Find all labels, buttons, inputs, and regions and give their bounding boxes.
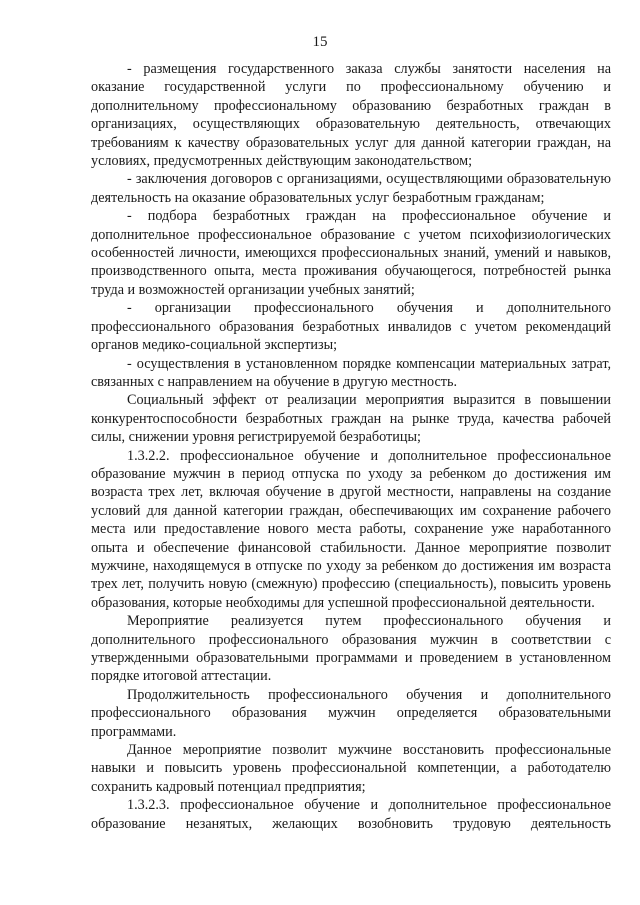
body-text xyxy=(91,60,611,833)
paragraph: Данное мероприятие позволит мужчине восстановить профессиональные навыки и повысить уровень профессиональной компетенции, а работодателю сохранить кадровый потенциал предприятия; xyxy=(91,742,611,795)
paragraph: - размещения государственного заказа службы занятости населения на оказание государственной услуги по профессиональному обучению и дополнительному профессиональному образованию безработных граждан в организациях, осуществляющих образовательную деятельность, отвечающих требованиям к качеству образовательных услуг для данной категории граждан, на условиях, предусмотренных действующим законодательством; xyxy=(91,61,611,170)
paragraph: Продолжительность профессионального обучения и дополнительного профессионального образования мужчин определяется образовательными программами. xyxy=(91,686,611,740)
paragraph: - организации профессионального обучения и дополнительного профессионального образования безработных инвалидов с учетом рекомендаций органов медико-социальной экспертизы; xyxy=(91,300,611,354)
paragraph: 1.3.2.2. профессиональное обучение и дополнительное профессиональное образование мужчин в период отпуска по уходу за ребенком до достижения им возраста трех лет, включая обучение в другой местности, направлены на создание условий для данной категории граждан, обеспечивающих им сохранение рабочего места или предоставление нового места работы, сохранение уже наработанного опыта и обеспечение финансовой стабильности. Данное мероприятие позволит мужчине, находящемуся в отпуске по уходу за ребенком до достижения им возраста трех лет, получить новую (смежную) профессию (специальность), повысить уровень образования, которые необходимы для успешной профессиональной деятельности. xyxy=(91,447,611,611)
paragraph: Социальный эффект от реализации мероприятия выразится в повышении конкурентоспособности безработных граждан на рынке труда, качества рабочей силы, снижении уровня регистрируемой безработицы; xyxy=(91,392,611,446)
paragraph: Мероприятие реализуется путем профессионального обучения и дополнительного профессионального образования мужчин в соответствии с утвержденными образовательными программами и проведением в установленном порядке итоговой аттестации. xyxy=(91,613,611,685)
paragraph: - заключения договоров с организациями, осуществляющими образовательную деятельность на оказание образовательных услуг безработным гражданам; xyxy=(91,171,611,206)
paragraph-last: 1.3.2.3. профессиональное обучение и дополнительное профессиональное образование незанятых, желающих возобновить трудовую деятельность xyxy=(91,797,611,832)
page-number: 15 xyxy=(312,34,328,50)
paragraph: - осуществления в установленном порядке компенсации материальных затрат, связанных с направлением на обучение в другую местность. xyxy=(91,355,611,390)
paragraph: - подбора безработных граждан на профессиональное обучение и дополнительное профессиональное образование с учетом психофизиологических особенностей личности, имеющихся профессиональных знаний, умений и навыков, производственного опыта, места проживания обучающегося, потребностей рынка труда и возможностей организации учебных занятий; xyxy=(91,208,611,298)
